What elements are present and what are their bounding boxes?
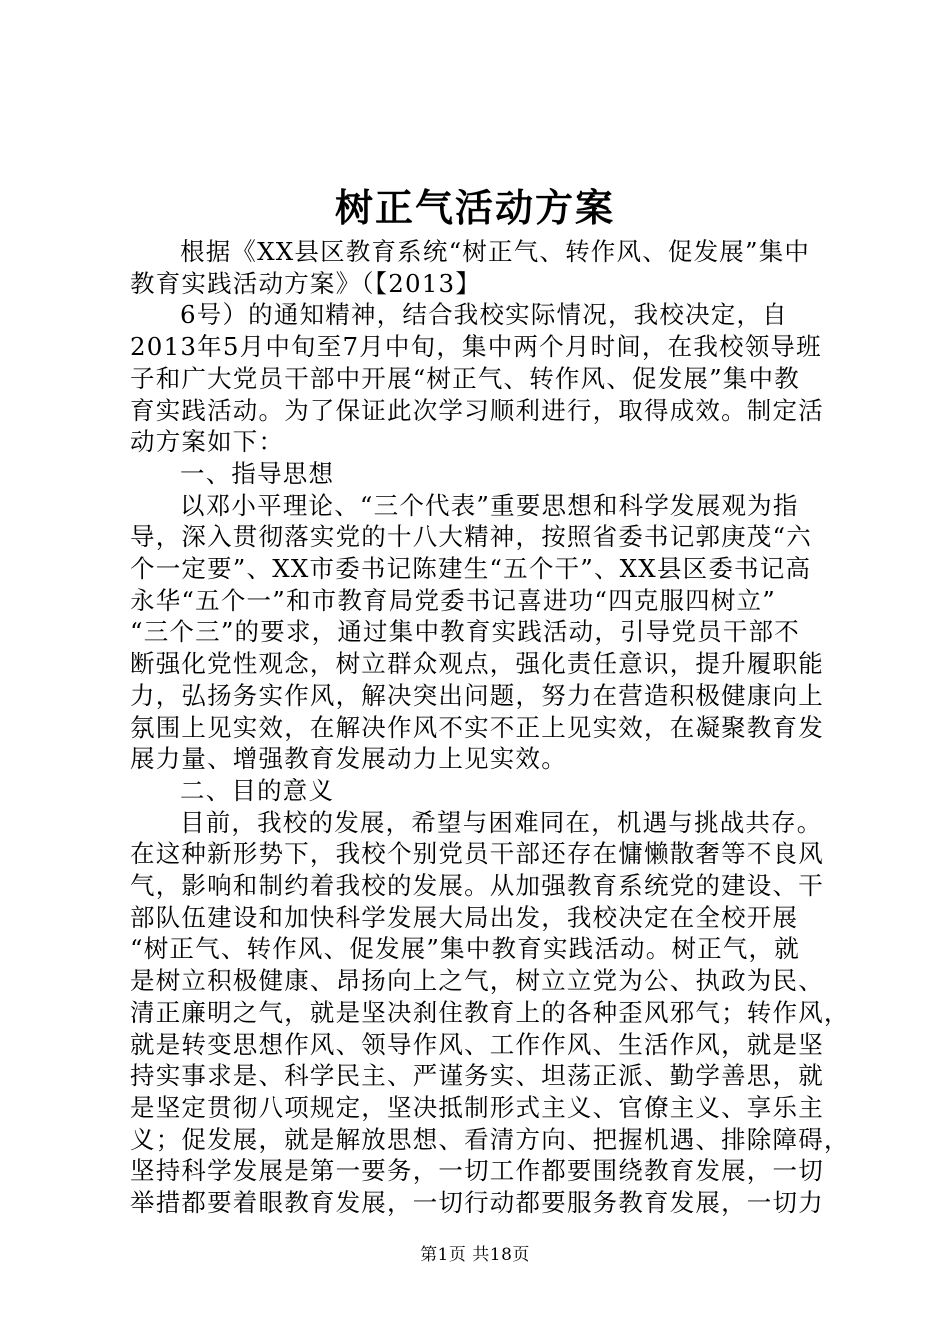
text-line: 就是转变思想作风、领导作风、工作作风、生活作风，就是坚 (130, 1029, 824, 1059)
text-line: 持实事求是、科学民主、严谨务实、坦荡正派、勤学善思，就 (130, 1061, 824, 1091)
text-line: 目前，我校的发展，希望与困难同在，机遇与挑战共存。 (180, 807, 823, 837)
text-line: 坚持科学发展是第一要务，一切工作都要围绕教育发展，一切 (130, 1156, 824, 1186)
text-line: 清正廉明之气，就是坚决刹住教育上的各种歪风邪气；转作风， (130, 997, 850, 1027)
document-body (130, 236, 850, 1219)
text-line: 动方案如下： (130, 427, 285, 457)
text-line: 个一定要”、XX市委书记陈建生“五个干”、XX县区委书记高 (130, 554, 812, 584)
text-line: “树正气、转作风、促发展”集中教育实践活动。树正气，就 (130, 934, 800, 964)
text-line: 断强化党性观念，树立群众观点，强化责任意识，提升履职能 (130, 649, 824, 679)
text-line: 义；促发展，就是解放思想、看清方向、把握机遇、排除障碍， (130, 1124, 850, 1154)
text-line: 6号）的通知精神，结合我校实际情况，我校决定，自 (180, 300, 788, 330)
text-line: 子和广大党员干部中开展“树正气、转作风、促发展”集中教 (130, 363, 800, 393)
text-line: 氛围上见实效，在解决作风不实不正上见实效，在凝聚教育发 (130, 712, 824, 742)
text-line: 气，影响和制约着我校的发展。从加强教育系统党的建设、干 (130, 871, 824, 901)
text-line: 永华“五个一”和市教育局党委书记喜进功“四克服四树立” (130, 585, 776, 615)
text-line: 导，深入贯彻落实党的十八大精神，按照省委书记郭庚茂“六 (130, 522, 812, 552)
text-line: 部队伍建设和加快科学发展大局出发，我校决定在全校开展 (130, 902, 799, 932)
text-line: 教育实践活动方案》（【2013】 (130, 268, 482, 298)
text-line: 以邓小平理论、“三个代表”重要思想和科学发展观为指 (180, 490, 799, 520)
text-line: 一、指导思想 (180, 458, 335, 488)
text-line: 是坚定贯彻八项规定，坚决抵制形式主义、官僚主义、享乐主 (130, 1092, 824, 1122)
page-footer: 第1页 共18页 (420, 1245, 530, 1265)
document-title: 树正气活动方案 (334, 185, 615, 230)
text-line: “三个三”的要求，通过集中教育实践活动，引导党员干部不 (130, 617, 800, 647)
text-line: 是树立积极健康、昂扬向上之气，树立立党为公、执政为民、 (130, 966, 824, 996)
text-line: 育实践活动。为了保证此次学习顺利进行，取得成效。制定活 (130, 395, 824, 425)
text-line: 举措都要着眼教育发展，一切行动都要服务教育发展，一切力 (130, 1188, 824, 1218)
text-line: 根据《XX县区教育系统“树正气、转作风、促发展”集中 (180, 237, 811, 266)
text-line: 二、目的意义 (180, 775, 335, 805)
text-line: 展力量、增强教育发展动力上见实效。 (130, 744, 567, 774)
text-line: 2013年5月中旬至7月中旬，集中两个月时间，在我校领导班 (130, 332, 822, 362)
text-line: 力，弘扬务实作风，解决突出问题，努力在营造积极健康向上 (130, 680, 824, 710)
text-line: 在这种新形势下，我校个别党员干部还存在慵懒散奢等不良风 (130, 839, 824, 869)
